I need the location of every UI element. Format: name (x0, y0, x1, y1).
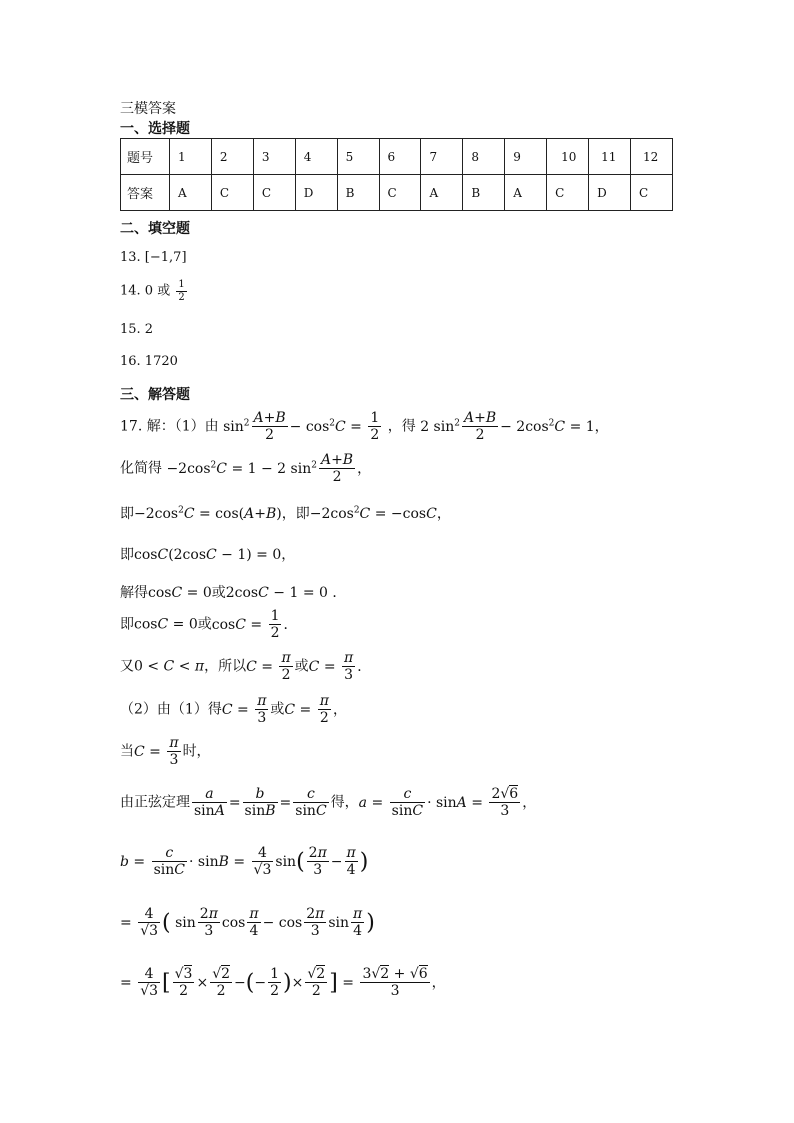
solution-line-9 (120, 735, 211, 768)
solution-line-3 (120, 503, 451, 523)
solution-text: 即 (120, 547, 134, 563)
solution-text: ，得 (387, 418, 416, 435)
math-expr: cosC = 0 (134, 616, 198, 633)
solution-text: 得， (330, 794, 359, 811)
table-cell: D (295, 175, 337, 211)
math-expr: b = $\frac{c}{\sin C}$ · sinB = $\frac{4}{√3}$ sin( $\frac{2\pi}{3}$ − $\frac{\pi}{4}$ ) (120, 845, 369, 879)
solution-line-7 (120, 650, 371, 683)
solution-text: （2）由（1）得 (120, 701, 222, 718)
table-cell: 5 (337, 139, 379, 175)
solution-text: 解得 (120, 585, 148, 601)
table-cell: C (379, 175, 421, 211)
fraction-one-half: $\frac{1}{2}$ (178, 279, 185, 303)
fill-answer-14-text: 14. 0 或 (120, 283, 171, 299)
solution-text: 或 (270, 701, 285, 718)
solution-line-1 (120, 410, 609, 443)
math-expr: $\frac{a}{\sin A}$ = $\frac{b}{\sin B}$ = $\frac{c}{\sin C}$ (194, 786, 327, 820)
math-expr: 2 $\sin^2$ $\frac{A+B}{2}$ − $2\cos^2C = 1$， (420, 410, 609, 444)
solution-text: 时， (182, 743, 211, 760)
table-cell: C (547, 175, 589, 211)
solution-text: ，即 (281, 506, 310, 522)
answer-table (120, 138, 673, 211)
table-cell: 6 (379, 139, 421, 175)
table-cell: 12 (630, 139, 672, 175)
solution-line-6 (120, 608, 297, 641)
section-solution-heading: 三、解答题 (120, 387, 190, 403)
solution-line-4 (120, 544, 295, 564)
math-expr: a = $\frac{c}{\sin C}$ · sinA = $\frac{2√6}{3}$ ， (358, 786, 537, 820)
table-cell: 2 (211, 139, 253, 175)
section-choice-heading: 一、选择题 (120, 121, 190, 137)
math-expr: 2cosC − 1 = 0 ． (225, 585, 347, 601)
solution-line-8 (120, 693, 347, 726)
solution-line-2 (120, 452, 371, 485)
row-label-answer: 答案 (121, 175, 170, 211)
math-expr: C = $\frac{\pi}{3}$ (221, 693, 267, 727)
math-expr: $-2\cos^2C = \cos(A+B)$ (134, 505, 282, 522)
math-expr: C = $\frac{\pi}{2}$ (246, 650, 291, 684)
solution-line-10 (120, 786, 536, 819)
table-cell: 8 (463, 139, 505, 175)
section-fill-heading: 二、填空题 (120, 221, 190, 237)
solution-text: 17. 解：（1）由 (120, 418, 219, 435)
solution-text: ，所以 (204, 658, 247, 675)
solution-text: 或 (211, 585, 226, 601)
solution-text: 又 (120, 658, 134, 675)
table-row-numbers (121, 139, 673, 175)
math-expr: $\sin^2$ $\frac{A+B}{2}$ − $\cos^2C$ = $\frac{1}{2}$ (223, 410, 380, 444)
math-expr: C = $\frac{\pi}{3}$ (134, 735, 179, 769)
fill-answer-15: 15. 2 (120, 322, 154, 337)
math-expr: 0 < C < π (134, 658, 205, 675)
math-expr: C = $\frac{\pi}{2}$ ， (284, 693, 347, 727)
solution-text: 或 (294, 658, 309, 675)
solution-line-13 (120, 966, 446, 999)
solution-text: 由正弦定理 (120, 794, 190, 811)
solution-text: 当 (120, 743, 134, 760)
doc-title: 三模答案 (120, 101, 176, 117)
table-cell: C (211, 175, 253, 211)
table-cell: A (170, 175, 212, 211)
table-cell: 11 (589, 139, 631, 175)
table-cell: 3 (253, 139, 295, 175)
table-cell: A (421, 175, 463, 211)
table-cell: 1 (170, 139, 212, 175)
solution-text: 即 (120, 506, 134, 522)
table-cell: 10 (547, 139, 589, 175)
solution-text: 或 (197, 616, 212, 633)
row-label-number: 题号 (121, 139, 170, 175)
solution-text: 即 (120, 616, 134, 633)
math-expr: C = $\frac{\pi}{3}$ ． (308, 650, 372, 684)
solution-line-12 (120, 906, 375, 939)
table-cell: 7 (421, 139, 463, 175)
fill-answer-14 (120, 279, 189, 303)
table-cell: C (253, 175, 295, 211)
solution-text: 化简得 (120, 460, 162, 477)
table-row-answers (121, 175, 673, 211)
fill-answer-13: 13. [−1,7] (120, 250, 187, 265)
fill-answer-16: 16. 1720 (120, 354, 178, 369)
math-expr: cosC = 0 (148, 585, 212, 601)
math-expr: = $\frac{4}{√3}$ ( sin $\frac{2\pi}{3}$ cos $\frac{\pi}{4}$ − cos $\frac{2\pi}{3}$ sin $\frac{\pi}{4}$ ) (120, 906, 375, 940)
table-cell: D (589, 175, 631, 211)
solution-line-11 (120, 845, 368, 878)
table-cell: 9 (505, 139, 547, 175)
math-expr: $-2\cos^2C = 1 - 2$ $\sin^2$ $\frac{A+B}{2}$ ， (166, 452, 372, 486)
table-cell: B (463, 175, 505, 211)
solution-line-5 (120, 582, 346, 602)
math-expr: = $\frac{4}{√3}$ [ $\frac{√3}{2}$ × $\frac{√2}{2}$ −(− $\frac{1}{2}$ )× $\frac{√2}{2}$ ] = $\frac{3√2 + √6}{3}$ ， (120, 966, 446, 1000)
math-expr: cosC = $\frac{1}{2}$ ． (211, 608, 298, 642)
table-cell: B (337, 175, 379, 211)
math-expr: $-2\cos^2C = -\cos C$， (309, 505, 451, 522)
table-cell: 4 (295, 139, 337, 175)
table-cell: A (505, 175, 547, 211)
table-cell: C (630, 175, 672, 211)
math-expr: cosC(2cosC − 1) = 0， (134, 547, 296, 563)
